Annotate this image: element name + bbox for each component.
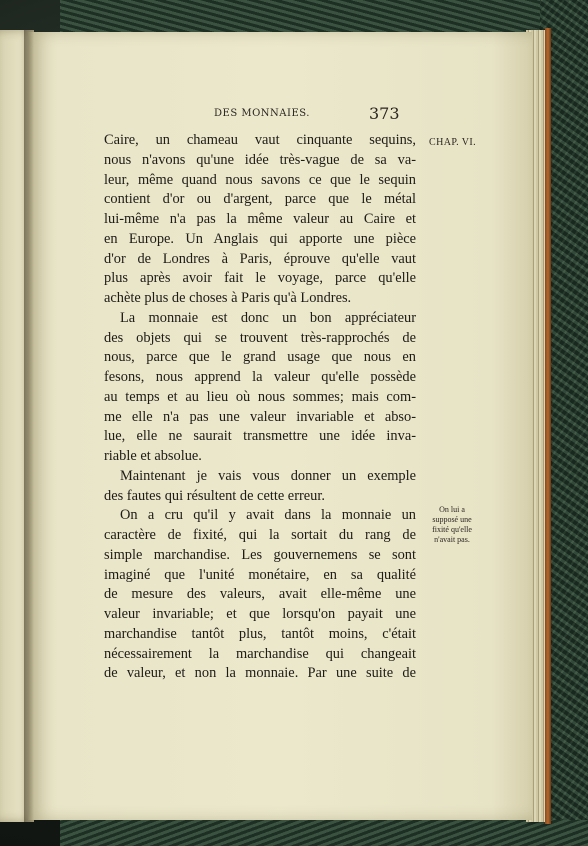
marginal-note-line: fixité qu'elle [432, 525, 472, 534]
chapter-marker: CHAP. VI. [429, 137, 477, 148]
text-line: Maintenant je vais vous donner un exemple [120, 467, 416, 484]
text-line: d'or de Londres à Paris, éprouve qu'elle vaut [104, 250, 416, 267]
running-title: DES MONNAIES. [214, 108, 310, 119]
text-line: On a cru qu'il y avait dans la monnaie un [120, 507, 416, 524]
marginal-note-line: supposé une [432, 515, 472, 524]
text-line: au temps et au lieu où nous sommes; mais com- [104, 388, 416, 405]
cover-top-edge [60, 0, 588, 34]
text-line: des objets qui se trouvent très-rapprochés de [104, 329, 416, 346]
text-line: achète plus de choses à Paris qu'à Londres. [104, 290, 352, 306]
body-text [104, 131, 416, 684]
text-line: nous n'avons qu'une idée très-vague de sa va- [104, 151, 416, 168]
page-number: 373 [369, 104, 400, 123]
text-line: imaginé que l'unité monétaire, en sa qualité [104, 566, 416, 583]
text-line: riable et absolue. [104, 448, 202, 464]
text-line: marchandise tantôt plus, tantôt moins, c'était [104, 625, 416, 642]
text-line: plus après avoir fait le voyage, parce qu'elle [104, 270, 416, 287]
text-line: de mesure des valeurs, avait elle-même une [104, 586, 416, 603]
text-line: caractère de fixité, qui la sortait du rang de [104, 527, 416, 543]
text-line: valeur invariable; et que lorsqu'on payait une [104, 606, 416, 622]
running-head [80, 104, 410, 125]
marginal-note [422, 505, 482, 545]
marginal-note-line: n'avait pas. [434, 535, 470, 544]
spine-fold [24, 30, 34, 822]
text-line: fesons, nous apprend la valeur qu'elle possède [104, 369, 416, 385]
text-line: contient d'or ou d'argent, parce que le métal [104, 191, 416, 208]
text-line: lue, elle ne saurait transmettre une idée inva- [104, 428, 416, 445]
text-line: des fautes qui résultent de cette erreur. [104, 487, 325, 504]
text-line: en Europe. Un Anglais qui apporte une pièce [104, 230, 416, 247]
cover-bottom-edge [60, 820, 588, 846]
text-line: Caire, un chameau vaut cinquante sequins, [104, 132, 416, 148]
text-line: de valeur, et non la monnaie. Par une suite de [104, 665, 416, 682]
text-line: lui-même n'a pas la même valeur au Caire et [104, 211, 416, 227]
text-line: La monnaie est donc un bon appréciateur [120, 309, 416, 326]
cover-board-edge [545, 28, 551, 824]
text-line: nécessairement la marchandise qui changeait [104, 645, 416, 662]
text-line: nous, parce que le grand usage que nous en [104, 349, 416, 366]
text-line: simple marchandise. Les gouvernemens se sont [104, 546, 416, 563]
text-line: me elle n'a pas une valeur invariable et abso- [104, 408, 416, 425]
text-line: leur, même quand nous savons ce que le sequin [104, 171, 416, 188]
marginal-note-line: On lui a [439, 505, 465, 514]
